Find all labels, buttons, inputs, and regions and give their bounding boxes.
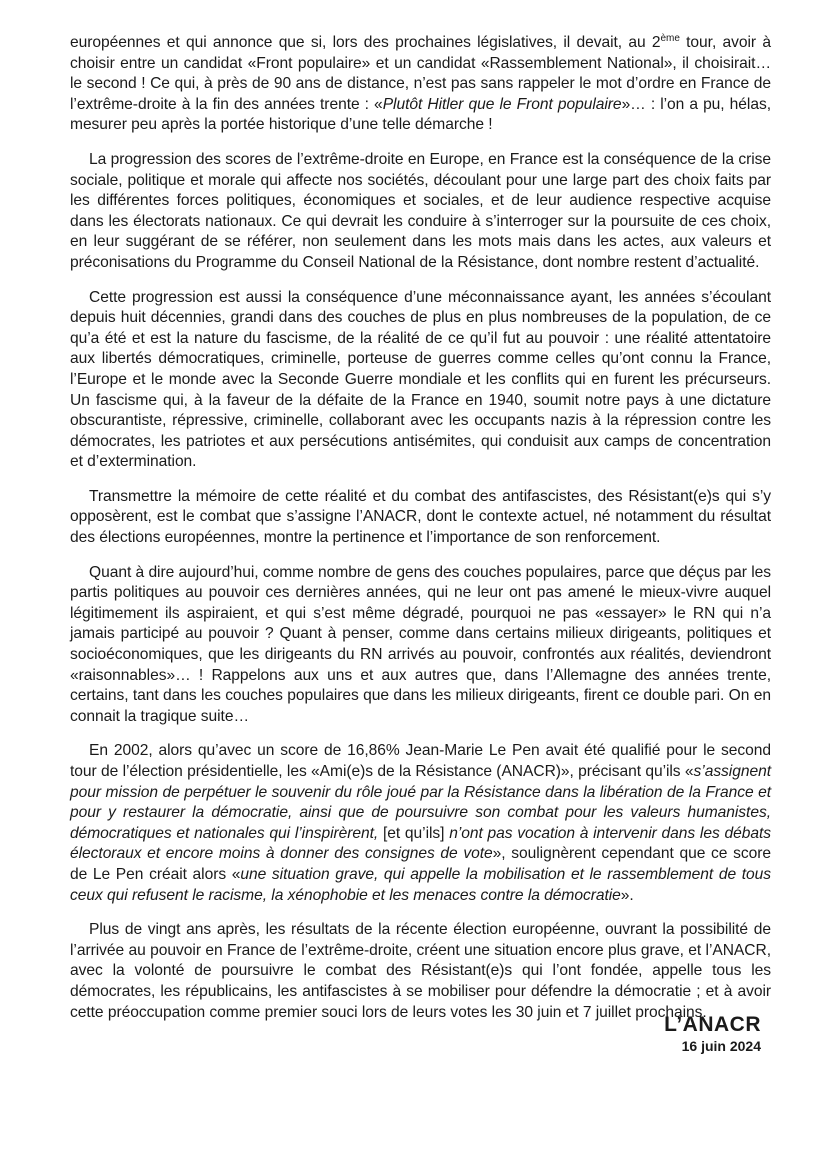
- paragraph-6: En 2002, alors qu’avec un score de 16,86% Jean-Marie Le Pen avait été qualifié pour le second tour de l’élection présidentielle, les «Ami(e)s de la Résistance (ANACR)», précisant qu’ils «s’assignent pour mission de perpétuer le souvenir du rôle joué par la Résistance dans la libération de la France et pour y restaurer la démocratie, ainsi que de poursuivre son combat pour les valeurs humanistes, démocratiques et nationales qui l’inspirèrent, [et qu’ils] n’ont pas vocation à intervenir dans les débats électoraux et encore moins à donner des consignes de vote», soulignèrent cependant que ce score de Le Pen créait alors «une situation grave, qui appelle la mobilisation et le rassemblement de tous ceux qui refusent le racisme, la xénophobie et les menaces contre la démocratie».: [70, 742, 771, 904]
- signature-date: 16 juin 2024: [681, 1038, 761, 1054]
- signature-name: L’ANACR: [664, 1013, 761, 1036]
- paragraph-1: européennes et qui annonce que si, lors des prochaines législatives, il devait, au 2ème tour, avoir à choisir entre un candidat «Front populaire» et un candidat «Rassemblement National», il choisirait… le second ! Ce qui, à près de 90 ans de distance, n’est pas sans rappeler le mot d’ordre en France de l’extrême-droite à la fin des années trente : «Plutôt Hitler que le Front populaire»… : l’on a pu, hélas, mesurer peu après la portée historique d’une telle démarche !: [70, 32, 771, 134]
- paragraph-4: Transmettre la mémoire de cette réalité et du combat des antifascistes, des Résistant(e)s qui s’y opposèrent, est le combat que s’assigne l’ANACR, dont le contexte actuel, né notamment du résultat des élections européennes, montre la pertinence et l’importance de son renforcement.: [70, 487, 771, 547]
- quote-italic-2: n’ont pas vocation à intervenir dans les débats électoraux et encore moins à donner des consignes de vote: [70, 824, 771, 863]
- superscript-eme: ème: [660, 32, 680, 44]
- paragraph-3: Cette progression est aussi la conséquence d’une méconnaissance ayant, les années s’écoulant depuis huit décennies, grandi dans des couches de plus en plus nombreuses de la population, de ce qu’a été et est la nature du fascisme, de la réalité de ce qu’il fut au pouvoir : une réalité attentatoire aux libertés démocratiques, criminelle, porteuse de guerres comme celles qu’ont connu la France, l’Europe et le monde avec la Seconde Guerre mondiale et les conflits qui en furent les précurseurs. Un fascisme qui, à la faveur de la défaite de la France en 1940, soumit notre pays à une dictature obscurantiste, répressive, criminelle, collaborant avec les occupants nazis à la répression contre les démocrates, les patriotes et aux persécutions antisémites, qui conduisit aux camps de concentration et d’extermination.: [70, 288, 771, 471]
- quote-italic-3: une situation grave, qui appelle la mobilisation et le rassemblement de tous ceux qui refusent le racisme, la xénophobie et les menaces contre la démocratie: [70, 865, 771, 904]
- paragraph-2: La progression des scores de l’extrême-droite en Europe, en France est la conséquence de la crise sociale, politique et morale qui affecte nos sociétés, découlant pour une large part des choix faits par les différentes forces politiques, économiques et sociales, et de leur audience respective acquise dans les électorats nationaux. Ce qui devrait les conduire à s’interroger sur la poursuite de ces choix, en leur suggérant de se référer, non seulement dans les mots mais dans les actes, aux valeurs et préconisations du Programme du Conseil National de la Résistance, dont nombre restent d’actualité.: [70, 150, 771, 271]
- paragraph-5: Quant à dire aujourd’hui, comme nombre de gens des couches populaires, parce que déçus par les partis politiques au pouvoir ces dernières années, qui ne leur ont pas amené le mieux-vivre auquel légitimement ils aspiraient, et qui s’est même dégradé, pourquoi ne pas «essayer» le RN qui n’a jamais participé au pouvoir ? Quant à penser, comme dans certains milieux dirigeants, politiques et socioéconomiques, que les dirigeants du RN arrivés au pouvoir, confrontés aux réalités, deviendront «raisonnables»… ! Rappelons aux uns et aux autres que, dans l’Allemagne des années trente, certains, tant dans les couches populaires que dans les milieux dirigeants, firent ce double pari. On en connait la tragique suite…: [70, 563, 771, 725]
- quote-italic-1: s’assignent pour mission de perpétuer le souvenir du rôle joué par la Résistance dans la libération de la France et pour y restaurer la démocratie, ainsi que de poursuivre son combat pour les valeurs humanistes, démocratiques et nationales qui l’inspirèrent,: [70, 763, 771, 842]
- quote-italic: Plutôt Hitler que le Front populaire: [382, 95, 622, 113]
- signature-block: [664, 1012, 761, 1055]
- paragraph-7: Plus de vingt ans après, les résultats de la récente élection européenne, ouvrant la possibilité de l’arrivée au pouvoir en France de l’extrême-droite, créent une situation encore plus grave, et l’ANACR, avec la volonté de poursuivre le combat des Résistant(e)s qui l’ont fondée, appelle tous les démocrates, les républicains, les antifascistes à se mobiliser pour défendre la démocratie ; et à avoir cette préoccupation comme premier souci lors de leurs votes les 30 juin et 7 juillet prochains.: [70, 921, 771, 1021]
